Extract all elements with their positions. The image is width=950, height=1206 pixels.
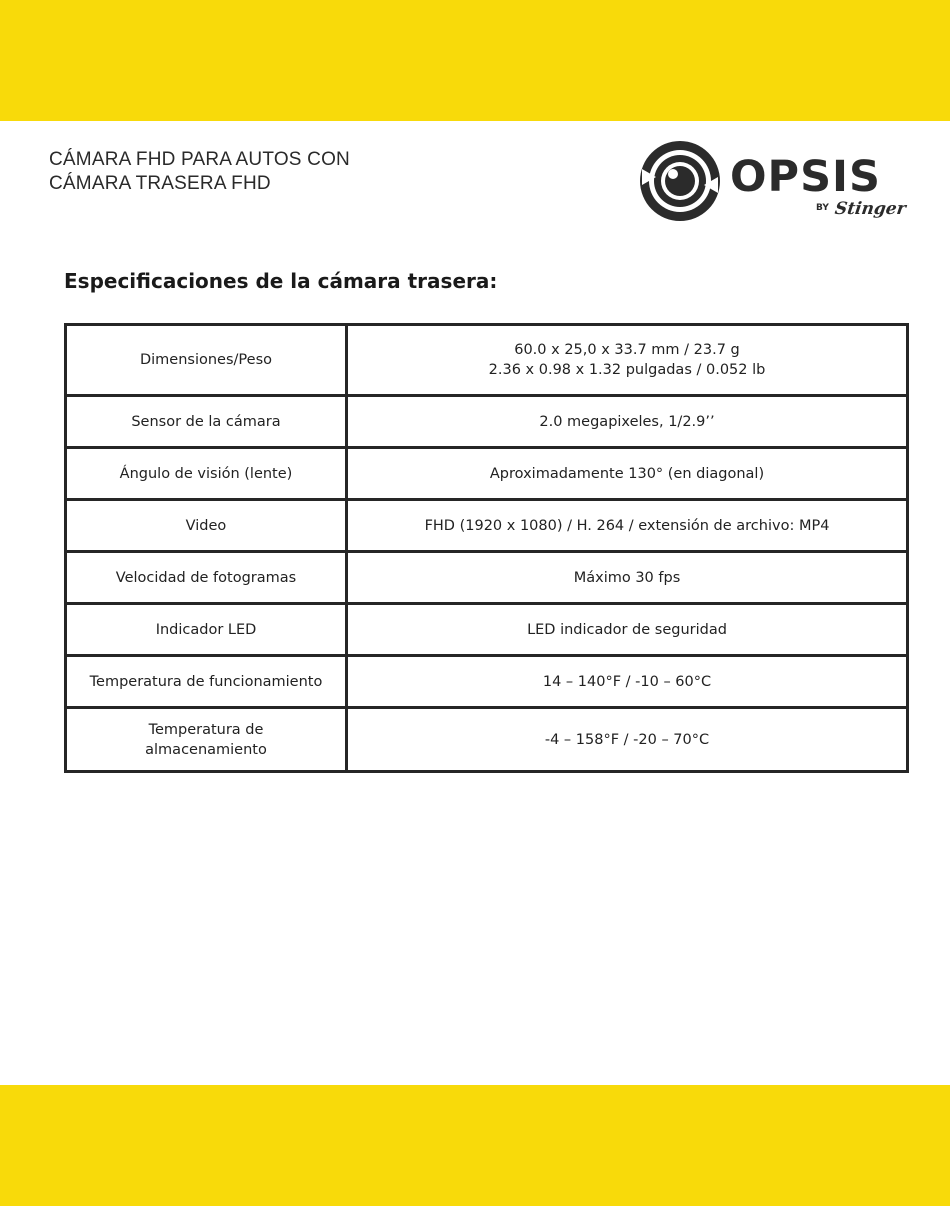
- spec-value-text: 2.36 x 0.98 x 1.32 pulgadas / 0.052 lb: [488, 362, 766, 378]
- spec-value-text: 60.0 x 25,0 x 33.7 mm / 23.7 g: [514, 342, 740, 358]
- spec-value: [347, 396, 908, 448]
- spec-label-text: Indicador LED: [155, 621, 257, 638]
- spec-value-text: Máximo 30 fps: [573, 569, 681, 586]
- spec-value: [347, 325, 908, 396]
- table-row: [66, 325, 908, 396]
- spec-value: [347, 500, 908, 552]
- spec-label: [66, 396, 347, 448]
- spec-label: [66, 325, 347, 396]
- spec-value: [347, 552, 908, 604]
- spec-label-text: almacenamiento: [145, 741, 267, 758]
- spec-value-text: FHD (1920 x 1080) / H. 264 / extensión de archivo: MP4: [424, 517, 830, 534]
- spec-label-text: Video: [185, 517, 227, 534]
- section-heading: Especificaciones de la cámara trasera:: [64, 269, 498, 293]
- document-title-line-1: CÁMARA FHD PARA AUTOS CON: [49, 149, 350, 170]
- spec-label: [66, 656, 347, 708]
- spec-label-text: Ángulo de visión (lente): [119, 465, 293, 482]
- spec-value: [347, 448, 908, 500]
- specs-table: [64, 323, 909, 773]
- spec-value-text: 2.0 megapixeles, 1/2.9’’: [539, 413, 715, 430]
- spec-label: [66, 552, 347, 604]
- table-row: [66, 396, 908, 448]
- spec-label: [66, 604, 347, 656]
- document-title: [49, 148, 350, 196]
- spec-label: [66, 708, 347, 772]
- document-title-line-2: CÁMARA TRASERA FHD: [49, 173, 271, 194]
- spec-label-text: Dimensiones/Peso: [139, 352, 272, 368]
- logo-brand: Stinger: [833, 199, 908, 219]
- table-row: [66, 604, 908, 656]
- logo-by: BY: [816, 203, 829, 213]
- spec-label-text: Velocidad de fotogramas: [115, 569, 297, 586]
- table-row: [66, 708, 908, 772]
- camera-lens-icon: [638, 139, 722, 223]
- spec-value: [347, 604, 908, 656]
- spec-value-text: LED indicador de seguridad: [527, 621, 727, 638]
- spec-label-text: Temperatura de funcionamiento: [89, 673, 323, 690]
- bottom-yellow-band: [0, 1085, 950, 1206]
- table-row: [66, 552, 908, 604]
- spec-value: [347, 656, 908, 708]
- spec-value-text: -4 – 158°F / -20 – 70°C: [544, 731, 710, 748]
- spec-label: [66, 448, 347, 500]
- spec-label: [66, 500, 347, 552]
- top-yellow-band: [0, 0, 950, 121]
- spec-value: [347, 708, 908, 772]
- spec-value-text: 14 – 140°F / -10 – 60°C: [542, 673, 712, 690]
- table-row: [66, 656, 908, 708]
- table-row: [66, 500, 908, 552]
- spec-label-text: Sensor de la cámara: [131, 413, 281, 430]
- spec-label-text: Temperatura de: [148, 721, 264, 738]
- opsis-logo: [638, 139, 913, 231]
- table-row: [66, 448, 908, 500]
- logo-wordmark: OPSIS: [730, 152, 882, 202]
- spec-value-text: Aproximadamente 130° (en diagonal): [489, 465, 765, 482]
